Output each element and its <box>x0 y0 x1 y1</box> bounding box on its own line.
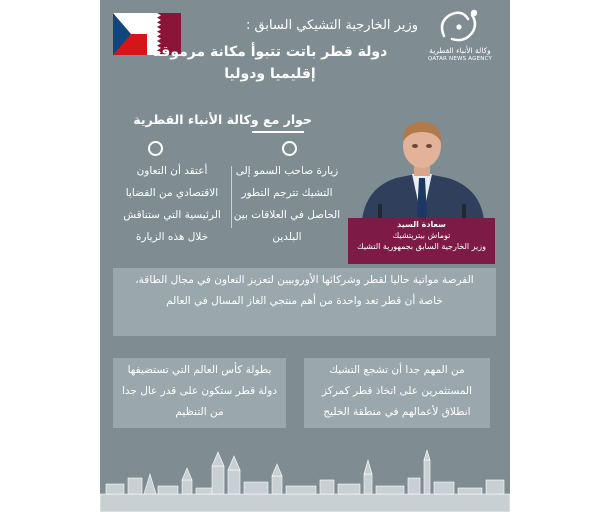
quote-visit: زيارة صاحب السمو إلى التشيك تترجم التطور الحاصل في العلاقات بين البلدين <box>233 165 341 243</box>
headline-line-2: إقليميا ودوليا <box>224 66 316 82</box>
quote-divider <box>231 166 232 228</box>
energy-quote-box: الفرصة مواتية حاليا لقطر وشركائها الأوروبيين لتعزيز التعاون في مجال الطاقة، خاصة أن قطر تعد واحدة من أهم منتجي الغاز المسال في العالم <box>113 268 496 336</box>
quote-economic-cooperation: أعتقد أن التعاون الاقتصادي من القضايا الرئيسية التي ستناقش خلال هذه الزيارة <box>123 165 221 243</box>
logo-arabic-name: وكالة الأنباء القطرية <box>429 46 491 55</box>
speaker-name: توماش بيتريتشيك <box>392 231 451 240</box>
speaker-portrait <box>352 112 492 220</box>
section-title: حوار مع وكالة الأنباء القطرية <box>133 112 312 127</box>
section-underline <box>252 131 304 133</box>
bullet-circle-icon <box>282 141 297 156</box>
world-cup-quote-box: بطولة كأس العالم التي تستضيفها دولة قطر ستكون على قدر عال جدا من التنظيم <box>113 358 286 428</box>
qna-logo-icon <box>434 8 484 46</box>
speaker-caption <box>348 218 495 264</box>
headline-line-1: دولة قطر باتت تتبوأ مكانة مرموقة <box>152 44 388 60</box>
infographic-card <box>100 0 510 512</box>
speaker-honorific: سعادة السيد <box>397 220 446 229</box>
speaker-role: وزير الخارجية السابق بجمهورية التشيك <box>356 242 487 251</box>
bullet-circle-icon <box>148 141 163 156</box>
investment-hub-quote-box: من المهم جدا أن تشجع التشيك المستثمرين على اتخاذ قطر كمركز انطلاق لأعمالهم في منطقة الخليج <box>304 358 490 428</box>
logo-english-name: QATAR NEWS AGENCY <box>427 56 493 62</box>
headline-kicker: وزير الخارجية التشيكي السابق : <box>245 18 418 33</box>
prague-skyline-illustration <box>100 450 510 512</box>
